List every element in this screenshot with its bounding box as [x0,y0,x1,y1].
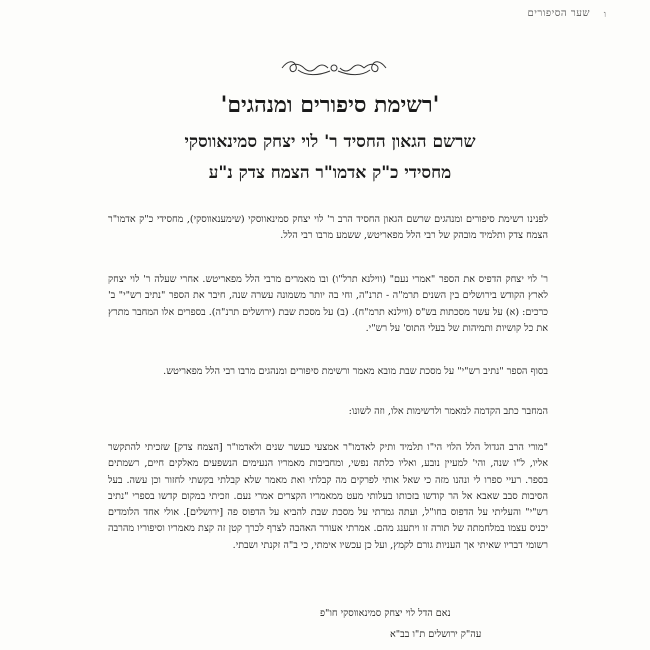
signature-line-1: נאם הדל לוי יצחק סמינאווסקי חו"פ [320,608,451,619]
paragraph-text: בסוף הספר "נתיב רש"י" על מסכת שבת מובא מאמר ורשימת סיפורים ומנהגים מרבו רבי הלל מפאריטש. [163,366,548,377]
signature-line-2: עה"ק ירושלים ת"ו בב"א [390,629,482,640]
paragraph-text: לפנינו רשימת סיפורים ומנהגים שרשם הגאון החסיד הרב ר' לוי יצחק סמינאווסקי (שימענאווסקי), מחסידי כ"ק אדמו"ר הצמח צדק ותלמיד מובהק של רבי הלל מפאריטש, ששמע מרבו רבי הלל. [108,214,548,242]
paragraph-text: "מורי הרב הגדול הלל הלוי הי"ו תלמיד ותיק לאדמו"ר אמצעי כעשר שנים ולאדמו"ר [הצמח צדק] שזכיתי להתקשר אליו, ל"ו שנה, והי' למעיין נובע, ואליו כלתה נפשי, ומחביבות מאמריו הנעימים הנשפעים מאלקים חיים, רשמתים בספר. רעיי ספרו לי ונהנו מזה כי שאל אותי לפרקים מה קבלתי ואת מאמר שלא קבלתי בקשתי לחזור וכן עשה. בעל הסיבות סבב שאבא אל הר קודשו בזכותו בעלותי מעט ממאמריו הקצרים אמרי נעם. וזכיתי במקום קדשו בספרי "נתיב רש"י" והעליתי על הדפוס בחו"ל, ועתה גמרתי על מסכת שבת להביא על הדפוס פה [ירושלים]. אולי אחד הלומדים יכניס עצמו במלחמתה של תורה זו ויתענג מהם. אמרתי אעורר האהבה לצרף לכרך קטן זה קצת מאמריו וסיפוריו מהרבה רשומי דבריו שאיתי אך העניות גורם לקמץ, ועל כן עכשיו אימתי, כי ב"ה זקנתי ושבתי. [108,442,548,551]
subtitle-line-2: מחסידי כ"ק אדמו"ר הצמח צדק נ"ע [208,163,452,183]
paragraph-biography [108,272,548,337]
flourish-icon [278,56,390,78]
paragraph-lead-in [108,404,548,420]
running-header: שער הסיפורים [527,8,590,19]
page-title: 'רשימת סיפורים ומנהגים' [220,92,440,118]
page-number: ו [603,10,606,20]
paragraph-quote [108,440,548,554]
paragraph-text: ר' לוי יצחק הדפיס את הספר "אמרי נעם" (ווילנא תרל"ו) ובו מאמרים מרבי הלל מפאריטש. אחרי שעלה ר' לוי יצחק לארץ הקודש בירושלים בין השנים תרמ"ה - תרנ"ה, וחי בה יותר משמונה עשרה שנה, חיבר את הספר "נתיב רש"י" ב' כרכים: (א) על עשר מסכתות בש"ס (ווילנא תרמ"ח). (ב) על מסכת שבת (ירושלים תרנ"ה). בספרים אלו המחבר מתרץ את כל קושיות ותמיהות של בעלי התוס' על רש"י. [108,274,548,334]
subtitle-line-1: שרשם הגאון החסיד ר' לוי יצחק סמינאווסקי [184,132,476,152]
paragraph-appendix [108,364,548,380]
paragraph-text: המחבר כתב הקדמה למאמר ולרשימות אלו, וזה לשונו: [348,406,548,417]
paragraph-intro [108,212,548,245]
